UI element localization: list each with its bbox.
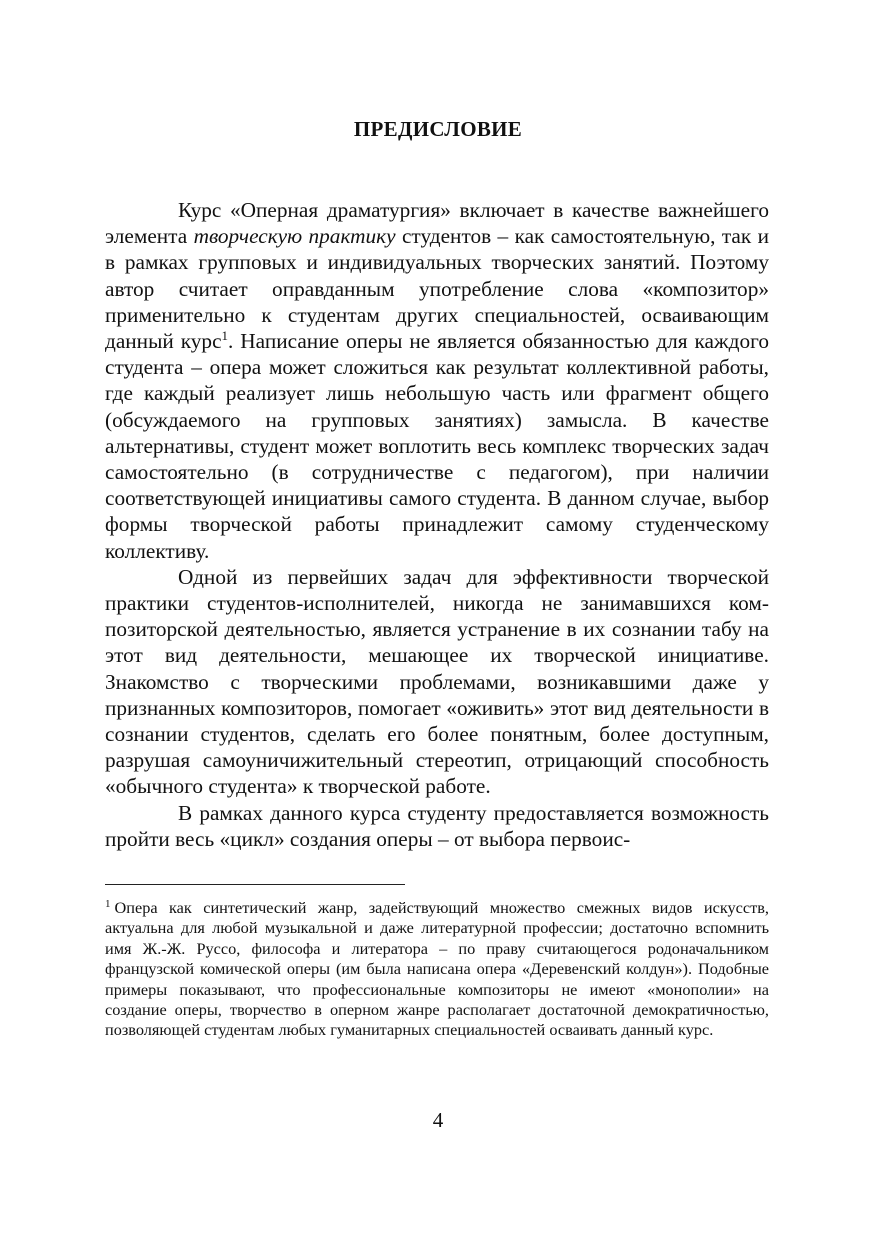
footnote-reference[interactable]: 1 [221, 327, 229, 343]
main-text [105, 197, 769, 852]
paragraph-1-emphasis: творческую практику [193, 224, 396, 249]
footnote-text: Опера как синтетический жанр, задействующий множество смежных видов искусств, актуальна для любой музыкальной и даже литературной профессии; достаточно вспомнить имя Ж.-Ж. Руссо, философа и литератора – по праву считающегося родоначальником французской комической оперы (им была написана опера «Деревенский колдун»). Подобные примеры показывают, что профессиональные композиторы не имеют «монополии» на создание оперы, творчество в оперном жанре располагает достаточной демократичностью, позволяющей студентам любых гуманитарных специальностей осваивать данный курс. [105, 898, 769, 1040]
page-title: ПРЕДИСЛОВИЕ [353, 117, 523, 141]
paragraph-3: В рамках данного курса студенту предоставляется возможность пройти весь «цикл» создания оперы – от выбора первоис- [105, 800, 769, 851]
footnote [105, 898, 769, 1041]
paragraph-1-middle: студентов – как самостоятельную, так и в рамках групповых и индивидуальных творческих занятий. Поэтому автор считает оправданным употребление слова «композитор» применительно к студентам других специальностей, осваивающим данный курс [105, 224, 769, 354]
page-number: 4 [432, 1108, 444, 1132]
paragraph-1-start: Курс «Оперная драматургия» включает в качестве важнейшего элемента [105, 198, 769, 249]
paragraph-2: Одной из первейших задач для эффективности творческой практики студентов-исполнителей, никогда не занимавшихся композиторской деятельностью, является устранение в их сознании табу на этот вид деятельности, мешающее их творческой инициативе. Знакомство с творческими проблемами, возникавшими даже у признанных композиторов, помогает «оживить» этот вид деятельности в сознании студентов, сделать его более понятным, более доступным, разрушая самоуничижительный стереотип, отрицающий способность «обычного студента» к творческой работе. [105, 564, 769, 799]
paragraph-1 [105, 197, 769, 564]
footnote-number: 1 [105, 897, 111, 910]
paragraph-1-end: . Написание оперы не является обязанностью для каждого студента – опера может сложиться как результат коллективной работы, где каждый реализует лишь небольшую часть или фрагмент общего (обсуждаемого на групповых занятиях) замысла. В качестве альтернативы, студент может воплотить весь комплекс творческих задач самостоятельно (в сотрудничестве с педагогом), при наличии соответствующей инициативы самого студента. В данном случае, выбор формы творческой работы принадлежит самому студенческому коллективу. [105, 329, 769, 563]
footnote-divider [105, 884, 405, 885]
